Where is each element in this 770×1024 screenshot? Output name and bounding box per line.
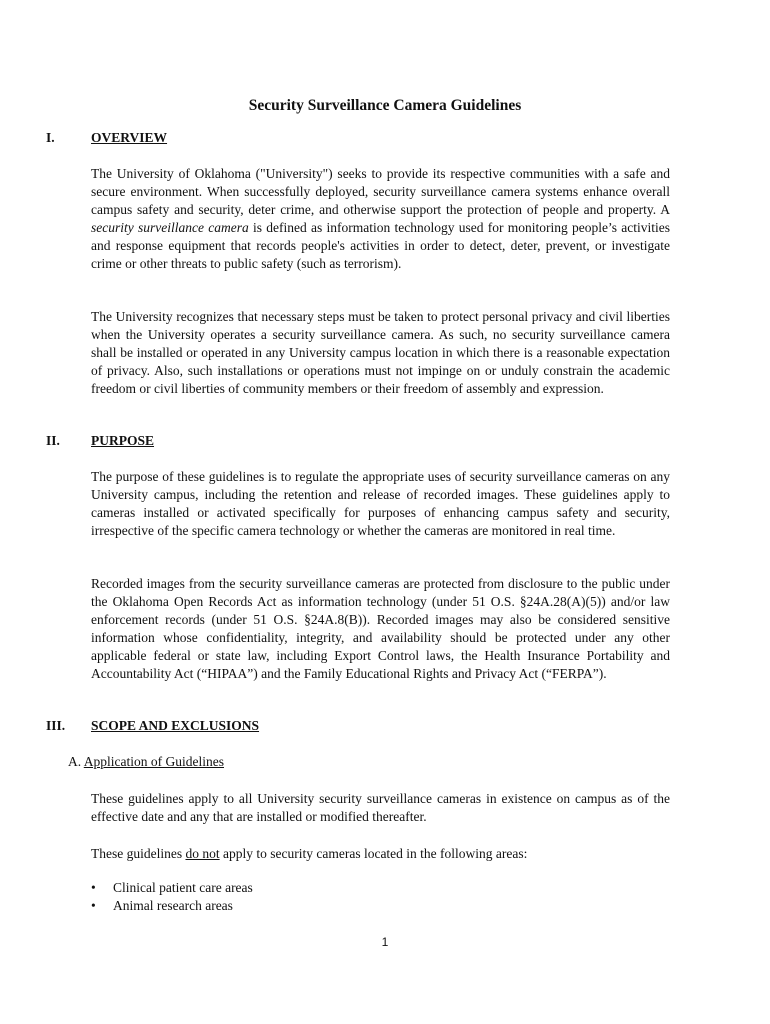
scope-paragraph-1: These guidelines apply to all University security surveillance cameras in existence on campus as of the effective date and any that are installed or modified thereafter.: [91, 791, 670, 824]
overview-text-post: is defined as information technology used for monitoring people’s activities and response equipment that records people's activities in order to detect, deter, prevent, or investigate crime or other threats to public safety (such as terrorism).: [91, 220, 670, 271]
page-number: 1: [381, 935, 389, 949]
overview-text-pre: The University of Oklahoma ("University") seeks to provide its respective communities with a safe and secure environment. When successfully deployed, security surveillance camera systems enhance overall campus safety and security, deter crime, and otherwise support the protection of people and property. A: [91, 166, 670, 217]
list-item: • Clinical patient care areas: [91, 879, 253, 897]
scope-text-underlined: do not: [185, 846, 220, 861]
scope-text-post: apply to security cameras located in the following areas:: [219, 846, 528, 861]
section-3-heading: SCOPE AND EXCLUSIONS: [91, 718, 260, 733]
purpose-paragraph-2: Recorded images from the security surveillance cameras are protected from disclosure to the public under the Oklahoma Open Records Act as information technology (under 51 O.S. §24A.28(A)(5)) and/or law enforcement records (under 51 O.S. §24A.8(B)). Recorded images may also be considered sensitive information whose confidentiality, integrity, and availability should be protected under any other applicable federal or state law, including Export Control laws, the Health Insurance Portability and Accountability Act (“HIPAA”) and the Family Educational Rights and Privacy Act (“FERPA”).: [91, 576, 670, 681]
section-2-number: II.: [46, 433, 60, 448]
purpose-paragraph-1: The purpose of these guidelines is to regulate the appropriate uses of security surveillance cameras on any University campus, including the retention and release of recorded images. These guidelines apply to cameras installed or activated specifically for purposes of enhancing campus safety and security, irrespective of the specific camera technology or whether the cameras are monitored in real time.: [91, 469, 670, 538]
scope-text-pre: These guidelines: [91, 846, 186, 861]
section-1-number: I.: [46, 130, 55, 145]
exclusion-list: [91, 879, 253, 915]
scope-paragraph-2: [91, 845, 670, 863]
document-title: Security Surveillance Camera Guidelines: [248, 97, 522, 114]
overview-paragraph-2: The University recognizes that necessary steps must be taken to protect personal privacy and civil liberties when the University operates a security surveillance camera. As such, no security surveillance camera shall be installed or operated in any University campus location in which there is a reasonable expectation of privacy. Also, such installations or operations must not impinge on or unduly constrain the academic freedom or civil liberties of community members or their freedom of assembly and expression.: [91, 309, 670, 396]
subsection-a-heading: Application of Guidelines: [83, 754, 224, 769]
section-2-heading: PURPOSE: [91, 433, 155, 448]
section-3-number: III.: [46, 718, 66, 733]
subsection-a: [68, 754, 224, 770]
list-item: • Animal research areas: [91, 897, 253, 915]
section-1-heading: OVERVIEW: [91, 130, 168, 145]
overview-paragraph-1: [91, 165, 670, 273]
subsection-a-letter: A.: [68, 754, 82, 769]
overview-term-emphasis: security surveillance camera: [91, 220, 249, 235]
